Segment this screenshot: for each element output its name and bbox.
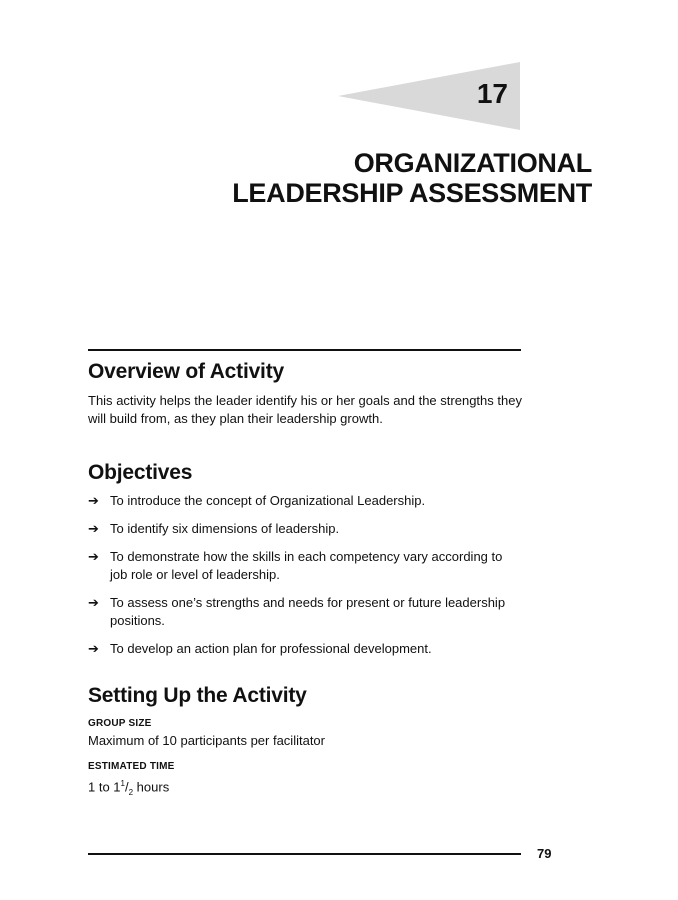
fraction-numerator: 1 xyxy=(120,779,125,788)
title-line-2: LEADERSHIP ASSESSMENT xyxy=(232,178,592,208)
overview-heading: Overview of Activity xyxy=(88,360,284,383)
setup-heading: Setting Up the Activity xyxy=(88,684,307,707)
overview-text: This activity helps the leader identify his or her goals and the strengths they will build from, as they plan their leadership growth. xyxy=(88,393,522,426)
objective-text: To demonstrate how the skills in each competency vary according to job role or level of leadership. xyxy=(110,549,503,582)
arrow-icon: ➔ xyxy=(88,549,99,564)
estimated-time-value: 1 to $1^1/_2$ hours xyxy=(88,779,170,797)
main-content xyxy=(88,360,522,802)
group-size-value: Maximum of 10 participants per facilitator xyxy=(88,733,325,748)
bottom-divider xyxy=(88,853,521,855)
objectives-list xyxy=(88,492,522,658)
list-item xyxy=(88,548,522,584)
time-prefix: 1 to 1 xyxy=(88,779,121,795)
arrow-icon: ➔ xyxy=(88,521,99,536)
title-line-1: ORGANIZATIONAL xyxy=(353,148,592,178)
estimated-time-label: ESTIMATED TIME xyxy=(88,761,175,772)
arrow-icon: ➔ xyxy=(88,493,99,508)
objective-text: To develop an action plan for professional development. xyxy=(110,641,432,656)
chapter-number: 17 xyxy=(476,78,508,109)
arrow-icon: ➔ xyxy=(88,641,99,656)
page-number: 79 xyxy=(537,846,552,861)
arrow-icon: ➔ xyxy=(88,595,99,610)
objectives-heading: Objectives xyxy=(88,461,193,484)
list-item xyxy=(88,640,522,658)
fraction-denominator: 2 xyxy=(128,787,134,797)
list-item xyxy=(88,492,522,510)
page-title xyxy=(232,148,592,208)
top-divider xyxy=(88,349,521,351)
chapter-tab xyxy=(338,62,520,130)
list-item xyxy=(88,594,522,630)
group-size-label: GROUP SIZE xyxy=(88,718,152,729)
objective-text: To identify six dimensions of leadership. xyxy=(110,521,340,536)
objective-text: To assess one’s strengths and needs for present or future leadership positions. xyxy=(110,595,506,628)
time-suffix: hours xyxy=(133,779,170,795)
list-item xyxy=(88,520,522,538)
objective-text: To introduce the concept of Organizational Leadership. xyxy=(110,493,426,508)
